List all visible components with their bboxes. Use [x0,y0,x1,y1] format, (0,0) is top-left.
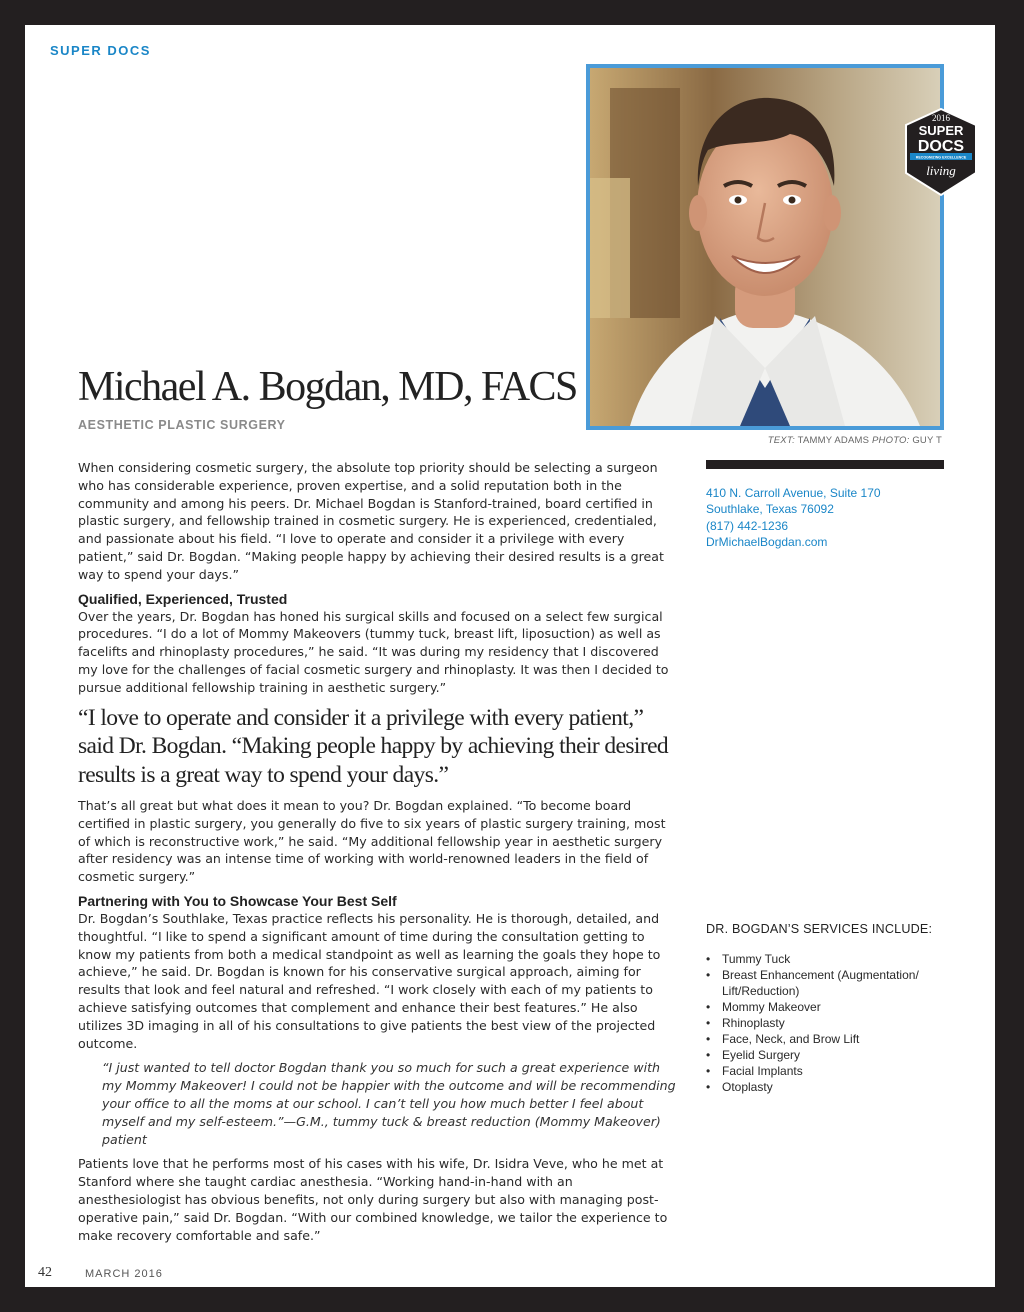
pull-quote: “I love to operate and consider it a privilege with every patient,” said Dr. Bogdan. “Making people happy by achieving their desired results is a great way to spend your days.” [78,704,669,788]
services-list [706,921,956,1095]
paragraph-board: That’s all great but what does it mean to you? Dr. Bogdan explained. “To become board certified in plastic surgery, you generally do five to six years of plastic surgery training, most of which is reconstructive work,” he said. “My additional fellowship year in aesthetic surgery after residency was an intense time of working with world-renowned leaders in the field of cosmetic surgery.” [78,798,666,885]
address-line-2: Southlake, Texas 76092 [706,502,834,517]
service-item: • Face, Neck, and Brow Lift [706,1031,956,1047]
page-number: 42 [38,1265,52,1280]
service-item: • Mommy Makeover [706,999,956,1015]
badge-docs: DOCS [917,138,965,155]
super-docs-badge [902,107,980,197]
address-line-1: 410 N. Carroll Avenue, Suite 170 [706,486,881,500]
phone-number: (817) 442-1236 [706,518,789,533]
doctor-photo [586,64,944,430]
paragraph-training: Over the years, Dr. Bogdan has honed his surgical skills and focused on a select few surgical procedures. “I do a lot of Mommy Makeovers (tummy tuck, breast lift, liposuction) as well as facelifts and rhinoplasty procedures,” he said. “It was during my residency that I discovered my love for the challenges of facial cosmetic surgery and rhinoplasty. It was then I decided to pursue additional fellowship training in aesthetic surgery.” [78,608,669,695]
article-body [78,459,676,1251]
paragraph-wife: Patients love that he performs most of his cases with his wife, Dr. Isidra Veve, who he met at Stanford where she taught cardiac anesthesia. “Working hand-in-hand with an anesthesiologist has obvious benefits, not only during surgery but also with managing post-operative pain,” said Dr. Bogdan. “With our combined knowledge, we tailor the experience to make recovery comfortable and safe.” [78,1156,668,1243]
services-title: DR. BOGDAN’S SERVICES INCLUDE: [706,922,933,936]
service-item: • Breast Enhancement (Augmentation/ Lift/Reduction) [706,967,956,999]
doctor-name: Michael A. Bogdan, MD, FACS [78,364,577,410]
service-item: • Eyelid Surgery [706,1047,956,1063]
credit-text-name: TAMMY ADAMS [797,435,870,446]
subhead-qualified: Qualified, Experienced, Trusted [78,590,288,607]
intro-paragraph: When considering cosmetic surgery, the absolute top priority should be selecting a surgeon who has considerable experience, proven expertise, and a solid reputation both in the community and among his peers. Dr. Michael Bogdan is Stanford-trained, board certified in plastic surgery, and fellowship trained in cosmetic surgery. He is experienced, credentialed, and passionate about his field. “I love to operate and consider it a privilege with every patient,” said Dr. Bogdan. “Making people happy by achieving their desired results is a great way to spend your days.” [78,460,664,582]
section-kicker: SUPER DOCS [50,43,151,58]
sidebar-rule [706,460,944,469]
subhead-partnering: Partnering with You to Showcase Your Best Self [78,893,397,910]
service-item: • Tummy Tuck [706,951,956,967]
service-item: • Otoplasty [706,1079,956,1095]
magazine-page [25,25,995,1287]
service-item: • Facial Implants [706,1063,956,1079]
credit-text-label: TEXT: [767,435,795,446]
badge-tagline: RECOGNIZING EXCELLENCE [915,155,967,160]
doctor-portrait-illustration [590,68,940,426]
badge-super: SUPER [918,123,964,138]
patient-testimonial: “I just wanted to tell doctor Bogdan thank you so much for such a great experience with my Mommy Makeover! I could not be happier with the outcome and will be recommending your office to all the moms at our school. I can’t tell you how much better I feel about myself and my self-esteem.”—G.M., tummy tuck & breast reduction (Mommy Makeover) patient [102,1060,676,1147]
website-link[interactable]: DrMichaelBogdan.com [706,534,828,549]
paragraph-practice: Dr. Bogdan’s Southlake, Texas practice reflects his personality. He is thorough, detailed, and thoughtful. “I like to spend a significant amount of time during the consultation getting to know my patients from both a medical standpoint as well as learning the goals they hope to achieve,” he said. Dr. Bogdan is known for his conservative surgical approach, aiming for results that look and feel natural and refreshed. “I work closely with each of my patients to achieve satisfying outcomes that complement and enhance their best features.” He also utilizes 3D imaging in all of his consultations to give patients the best view of the projected outcome. [78,911,661,1051]
badge-brand: living [926,163,956,178]
issue-date: MARCH 2016 [85,1268,163,1280]
credit-photo-name: GUY T [912,435,942,446]
contact-block [706,485,956,550]
doctor-specialty: AESTHETIC PLASTIC SURGERY [78,418,286,432]
service-item: • Rhinoplasty [706,1015,956,1031]
credit-photo-label: PHOTO: [872,435,910,446]
badge-year: 2016 [932,113,950,123]
photo-credit [768,435,942,446]
badge-emblem-icon [902,107,980,197]
